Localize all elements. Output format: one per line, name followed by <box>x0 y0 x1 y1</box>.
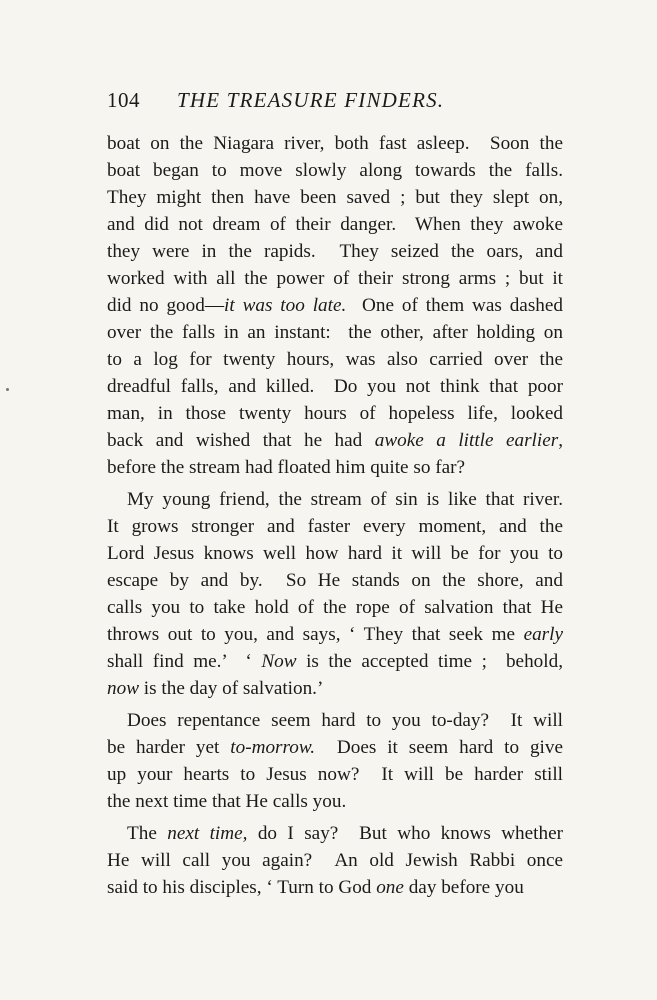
text-segment: and did not dream of their danger. When they awoke <box>107 214 563 235</box>
text-line <box>107 847 563 874</box>
text-segment: to a log for twenty hours, was also carried over the <box>107 349 563 370</box>
running-title: THE TREASURE FINDERS. <box>177 88 445 112</box>
body-text <box>107 130 563 901</box>
text-line <box>107 373 563 400</box>
text-segment: is the accepted time ; behold, <box>296 651 563 672</box>
text-line <box>107 211 563 238</box>
italic-text: it was too late. <box>224 295 347 316</box>
text-line <box>107 400 563 427</box>
text-line <box>107 874 563 901</box>
text-line <box>107 265 563 292</box>
text-segment: is the day of salvation.’ <box>139 678 324 699</box>
text-line <box>107 427 563 454</box>
text-segment: Lord Jesus knows well how hard it will be for you to <box>107 543 563 564</box>
italic-text: awoke a little earlier <box>374 430 559 451</box>
text-segment: before the stream had floated him quite so far? <box>107 457 466 478</box>
text-segment: be harder yet <box>107 737 231 758</box>
text-segment: Does repentance seem hard to you to-day? It will <box>127 710 563 731</box>
text-segment: back and wished that he had <box>107 430 375 451</box>
text-segment: over the falls in an instant: the other, after holding on <box>107 322 563 343</box>
text-line <box>107 788 563 815</box>
text-line <box>107 292 563 319</box>
text-line <box>107 707 563 734</box>
text-segment: boat began to move slowly along towards the falls. <box>107 160 563 181</box>
text-segment: It grows stronger and faster every moment, and the <box>107 516 563 537</box>
text-segment: day before you <box>403 877 524 898</box>
text-line <box>107 513 563 540</box>
text-segment: did no good— <box>107 295 225 316</box>
italic-text: now <box>107 678 139 699</box>
text-segment: throws out to you, and says, ‘ They that seek me <box>107 624 524 645</box>
text-segment: My young friend, the stream of sin is like that river. <box>127 489 563 510</box>
paragraph <box>107 820 563 901</box>
text-line <box>107 567 563 594</box>
italic-text: Now <box>261 651 297 672</box>
text-line <box>107 130 563 157</box>
page-number: 104 <box>107 88 140 112</box>
text-line <box>107 594 563 621</box>
text-line <box>107 675 563 702</box>
paragraph <box>107 707 563 815</box>
text-segment: dreadful falls, and killed. Do you not think that poor <box>107 376 563 397</box>
text-segment: boat on the Niagara river, both fast asleep. Soon the <box>107 133 563 154</box>
text-segment: up your hearts to Jesus now? It will be harder still <box>107 764 563 785</box>
text-line <box>107 820 563 847</box>
text-segment: , <box>558 430 563 451</box>
paragraph <box>107 130 563 481</box>
text-line <box>107 540 563 567</box>
text-line <box>107 184 563 211</box>
text-line <box>107 346 563 373</box>
text-segment: said to his disciples, ‘ Turn to God <box>107 877 377 898</box>
text-line <box>107 319 563 346</box>
paragraph <box>107 486 563 702</box>
italic-text: next time, <box>167 823 248 844</box>
text-segment: They might then have been saved ; but they slept on, <box>107 187 563 208</box>
italic-text: early <box>523 624 563 645</box>
margin-speck <box>6 388 9 391</box>
text-line <box>107 454 563 481</box>
text-segment: calls you to take hold of the rope of salvation that He <box>107 597 563 618</box>
text-line <box>107 648 563 675</box>
text-segment: the next time that He calls you. <box>107 791 347 812</box>
text-line <box>107 157 563 184</box>
italic-text: one <box>376 877 404 898</box>
page-header <box>107 88 563 118</box>
text-line <box>107 761 563 788</box>
text-segment: man, in those twenty hours of hopeless life, looked <box>107 403 563 424</box>
text-line <box>107 734 563 761</box>
italic-text: to-morrow. <box>230 737 316 758</box>
text-segment: worked with all the power of their strong arms ; but it <box>107 268 563 289</box>
text-line <box>107 621 563 648</box>
text-segment: He will call you again? An old Jewish Rabbi once <box>107 850 563 871</box>
text-segment: shall find me.’ ‘ <box>107 651 262 672</box>
text-line <box>107 238 563 265</box>
text-line <box>107 486 563 513</box>
text-segment: The <box>127 823 168 844</box>
text-segment: One of them was dashed <box>346 295 563 316</box>
text-segment: Does it seem hard to give <box>315 737 563 758</box>
text-segment: escape by and by. So He stands on the shore, and <box>107 570 563 591</box>
text-segment: they were in the rapids. They seized the oars, and <box>107 241 563 262</box>
text-segment: do I say? But who knows whether <box>247 823 563 844</box>
